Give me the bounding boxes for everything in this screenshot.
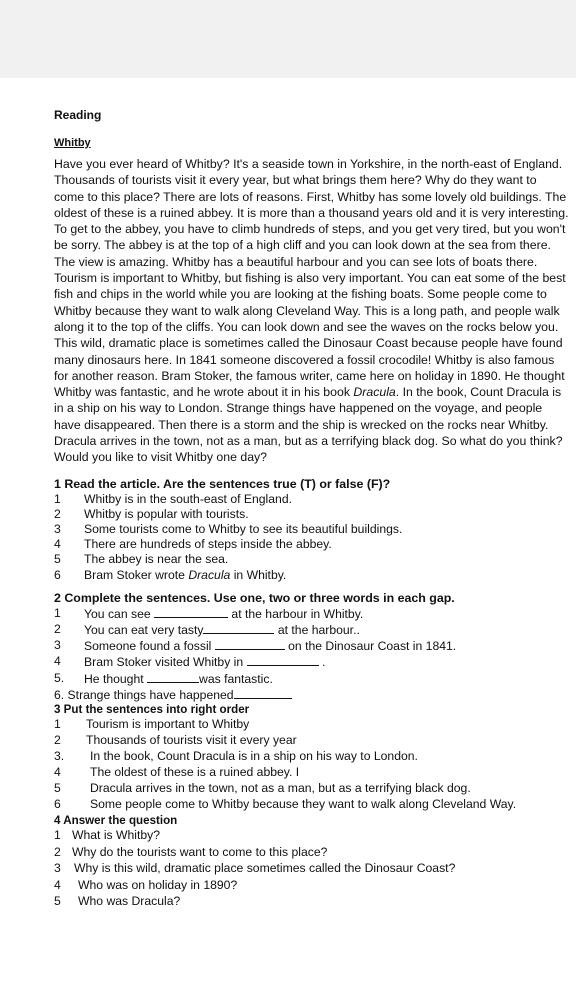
page-title: Reading <box>54 108 102 122</box>
task-3-item <box>54 732 570 748</box>
item-text <box>84 638 456 654</box>
item-text: Why do the tourists want to come to this place? <box>72 844 328 859</box>
item-number: 1 <box>54 717 61 732</box>
item-number: 3 <box>54 638 61 653</box>
task-4-item <box>54 893 570 910</box>
task-2-item <box>54 606 570 622</box>
task-1 <box>54 476 570 583</box>
item-text-after: in Whitby. <box>230 567 287 582</box>
item-text <box>84 654 325 670</box>
item-text: Whitby is popular with tourists. <box>84 506 249 521</box>
item-number: 2 <box>54 733 61 748</box>
article-part-1: Have you ever heard of Whitby? It's a seaside town in Yorkshire, in the north-east of England. Thousands of tourists visit it every year, but what brings them here? Why do they want to come to this place? There are lots of reasons. First, Whitby has some lovely old buildings. The oldest of these is a ruined abbey. It is more than a thousand years old and it is very interesting. To get to the abbey, you have to climb hundreds of steps, and you get very tired, but you won't be sorry. The abbey is at the top of a high cliff and you can look down at the sea from there. The view is amazing. Whitby has a beautiful harbour and you can see lots of boats there. Tourism is important to Whitby, but fishing is also very important. You can eat some of the best fish and chips in the world while you are looking at the fishing boats. Some people come to Whitby because they want to walk along Cleveland Way. This is a long path, and people walk along it to the top of the cliffs. You can look down and see the waves on the rocks below you. This wild, dramatic place is sometimes called the Dinosaur Coast because people have found many dinosaurs here. In 1841 someone discovered a fossil crocodile! Whitby is also famous for another reason. Bram Stoker, the famous writer, came here on holiday in 1890. He thought Whitby was fantastic, and he wrote about it in his book <box>54 157 569 400</box>
answer-gap[interactable] <box>215 638 285 650</box>
book-title: Dracula <box>188 567 231 582</box>
item-number: 6 <box>54 567 61 582</box>
item-text <box>84 568 286 583</box>
article-text <box>54 156 570 466</box>
task-4-item <box>54 877 570 894</box>
item-text-after: on the Dinosaur Coast in 1841. <box>284 639 457 654</box>
article-part-2: . In the book, Count Dracula is in a ship on his way to London. Strange things have happened on the voyage, and people have disappeared. Then there is a storm and the ship is wrecked on the rocks near Whitby. Dracula arrives in the town, not as a man, but as a terrifying black dog. So what do you think? Would you like to visit Whitby one day? <box>54 385 563 465</box>
item-number: 4 <box>54 765 61 780</box>
task-1-item <box>54 568 570 583</box>
task-1-item <box>54 552 570 567</box>
task-3-title: 3 Put the sentences into right order <box>54 703 250 717</box>
item-number: 1 <box>54 828 61 843</box>
item-text: There are hundreds of steps inside the abbey. <box>84 537 332 552</box>
worksheet <box>54 108 570 910</box>
item-number: 3 <box>54 861 61 876</box>
item-text <box>84 622 360 638</box>
task-4-title: 4 Answer the question <box>54 814 178 828</box>
item-text-before: You can eat very tasty <box>84 623 204 638</box>
task-2-item <box>54 638 570 654</box>
item-text: In the book, Count Dracula is in a ship on his way to London. <box>90 749 418 764</box>
task-1-list <box>54 492 570 583</box>
answer-gap[interactable] <box>247 654 319 666</box>
task-4-item <box>54 860 570 877</box>
task-4 <box>54 814 570 910</box>
task-3-item <box>54 780 570 796</box>
task-3-list <box>54 716 570 812</box>
answer-gap[interactable] <box>147 671 199 683</box>
item-text-after: was fantastic. <box>199 671 273 686</box>
item-text: Some tourists come to Whitby to see its beautiful buildings. <box>84 522 403 537</box>
item-number: 2 <box>54 622 61 637</box>
item-number: 1 <box>54 605 61 620</box>
task-2-item <box>54 622 570 638</box>
item-number: 3 <box>54 522 61 537</box>
item-text: Why is this wild, dramatic place sometimes called the Dinosaur Coast? <box>74 861 456 876</box>
task-2-title: 2 Complete the sentences. Use one, two or three words in each gap. <box>54 590 455 605</box>
item-text: Some people come to Whitby because they want to walk along Cleveland Way. <box>90 797 517 812</box>
item-text-before: He thought <box>84 671 148 686</box>
item-text-after: at the harbour in Whitby. <box>228 606 364 621</box>
task-2 <box>54 590 570 703</box>
item-text: Tourism is important to Whitby <box>86 717 250 732</box>
task-3 <box>54 703 570 812</box>
item-text: What is Whitby? <box>72 828 161 843</box>
task-3-item <box>54 716 570 732</box>
item-text: Whitby is in the south-east of England. <box>84 491 292 506</box>
task-4-list <box>54 827 570 910</box>
book-title: Dracula <box>353 385 396 400</box>
item-number: 1 <box>54 491 61 506</box>
top-band <box>0 0 576 78</box>
task-2-item <box>54 654 570 670</box>
item-text-before: You can see <box>84 606 155 621</box>
item-text <box>84 671 273 687</box>
answer-gap[interactable] <box>203 622 274 634</box>
item-number: 4 <box>54 654 61 669</box>
item-number: 5. <box>54 670 65 685</box>
item-number: 5 <box>54 781 61 796</box>
item-text: 6. Strange things have happened <box>54 687 234 702</box>
task-1-item <box>54 492 570 507</box>
answer-gap[interactable] <box>154 606 228 618</box>
answer-gap[interactable] <box>234 687 292 699</box>
item-number: 3. <box>54 749 65 764</box>
item-text-after: at the harbour.. <box>274 623 360 638</box>
item-text: Thousands of tourists visit it every year <box>86 733 297 748</box>
task-3-item <box>54 796 570 812</box>
article-title: Whitby <box>54 137 91 149</box>
item-text-before: Someone found a fossil <box>84 639 215 654</box>
item-text: Dracula arrives in the town, not as a man, but as a terrifying black dog. <box>90 781 471 796</box>
item-text <box>84 606 363 622</box>
item-text: Who was on holiday in 1890? <box>78 877 238 892</box>
item-text: The oldest of these is a ruined abbey. I <box>90 765 300 780</box>
item-number: 5 <box>54 894 61 909</box>
item-text: Who was Dracula? <box>78 894 181 909</box>
task-4-item <box>54 827 570 844</box>
task-1-item <box>54 522 570 537</box>
task-4-item <box>54 844 570 861</box>
task-1-item <box>54 537 570 552</box>
task-2-list <box>54 606 570 687</box>
item-text-after: . <box>318 655 326 670</box>
item-number: 6 <box>54 797 61 812</box>
item-number: 4 <box>54 877 61 892</box>
item-text: The abbey is near the sea. <box>84 552 229 567</box>
task-2-extra-item <box>54 687 570 703</box>
task-2-item <box>54 671 570 687</box>
task-3-item <box>54 764 570 780</box>
item-text-before: Bram Stoker visited Whitby in <box>84 655 247 670</box>
task-1-item <box>54 507 570 522</box>
item-text-before: Bram Stoker wrote <box>84 567 189 582</box>
item-number: 5 <box>54 552 61 567</box>
item-number: 2 <box>54 506 61 521</box>
item-number: 2 <box>54 844 61 859</box>
task-1-title: 1 Read the article. Are the sentences true (T) or false (F)? <box>54 476 391 491</box>
task-3-item <box>54 748 570 764</box>
item-number: 4 <box>54 537 61 552</box>
